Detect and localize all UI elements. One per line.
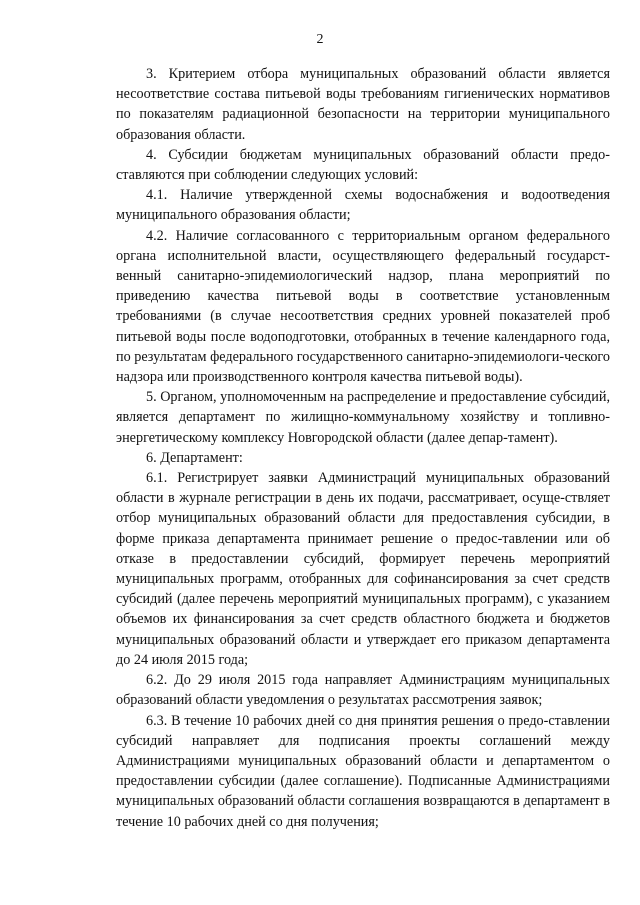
paragraph-6-1: 6.1. Регистрирует заявки Администраций муниципальных образований области в журнале регистрации в день их подачи, рассматривает, осуще-ствляет отбор муниципальных образований области для предоставления субсидии, в форме приказа департамента принимает решение о предос-тавлении или об отказе в предоставлении субсидий, формирует перечень мероприятий муниципальных программ, отобранных для софинансирования за счет средств субсидий (далее перечень мероприятий муниципальных программ), с указанием объемов их финансирования за счет средств областного бюджета и бюджетов муниципальных образований области и утверждает его приказом департамента до 24 июля 2015 года;	[116, 470, 610, 668]
paragraph-6: 6. Департамент:	[146, 449, 243, 466]
paragraph-4: 4. Субсидии бюджетам муниципальных образований области предо-ставляются при соблюдении следующих условий:	[116, 146, 610, 184]
paragraph-6-2: 6.2. До 29 июля 2015 года направляет Администрациям муниципальных образований области уведомления о результатах рассмотрения заявок;	[116, 672, 610, 709]
paragraph-5: 5. Органом, уполномоченным на распределение и предоставление субсидий, является департамент по жилищно-коммунальному хозяйству и топливно-энергетическому комплексу Новгородской области (далее депар-тамент).	[116, 389, 611, 446]
paragraph-4-2: 4.2. Наличие согласованного с территориальным органом федерального органа исполнительной власти, осуществляющего федеральный государст-венный санитарно-эпидемиологический надзор, плана мероприятий по приведению качества питьевой воды в соответствие установленным требованиями (в случае несоответствия средних уровней показателей проб питьевой воды после водоподготовки, отобранных в течение календарного года, по результатам федерального государственного санитарно-эпидемиологи-ческого надзора или производственного контроля качества питьевой воды).	[116, 227, 610, 386]
page-number: 2	[316, 32, 324, 47]
document-body	[116, 64, 610, 832]
paragraph-3: 3. Критерием отбора муниципальных образований области является несоответствие состава питьевой воды требованиям гигиенических нормативов по показателям радиационной безопасности на территории муниципального образования области.	[116, 66, 610, 143]
paragraph-6-3: 6.3. В течение 10 рабочих дней со дня принятия решения о предо-ставлении субсидий направляет для подписания проекты соглашений между Администрациями муниципальных образований области и департаментом о предоставлении субсидии (далее соглашение). Подписанные Администрациями муниципальных образований области соглашения возвращаются в департамент в течение 10 рабочих дней со дня получения;	[116, 712, 610, 830]
paragraph-4-1: 4.1. Наличие утвержденной схемы водоснабжения и водоотведения муниципального образования области;	[116, 187, 610, 224]
